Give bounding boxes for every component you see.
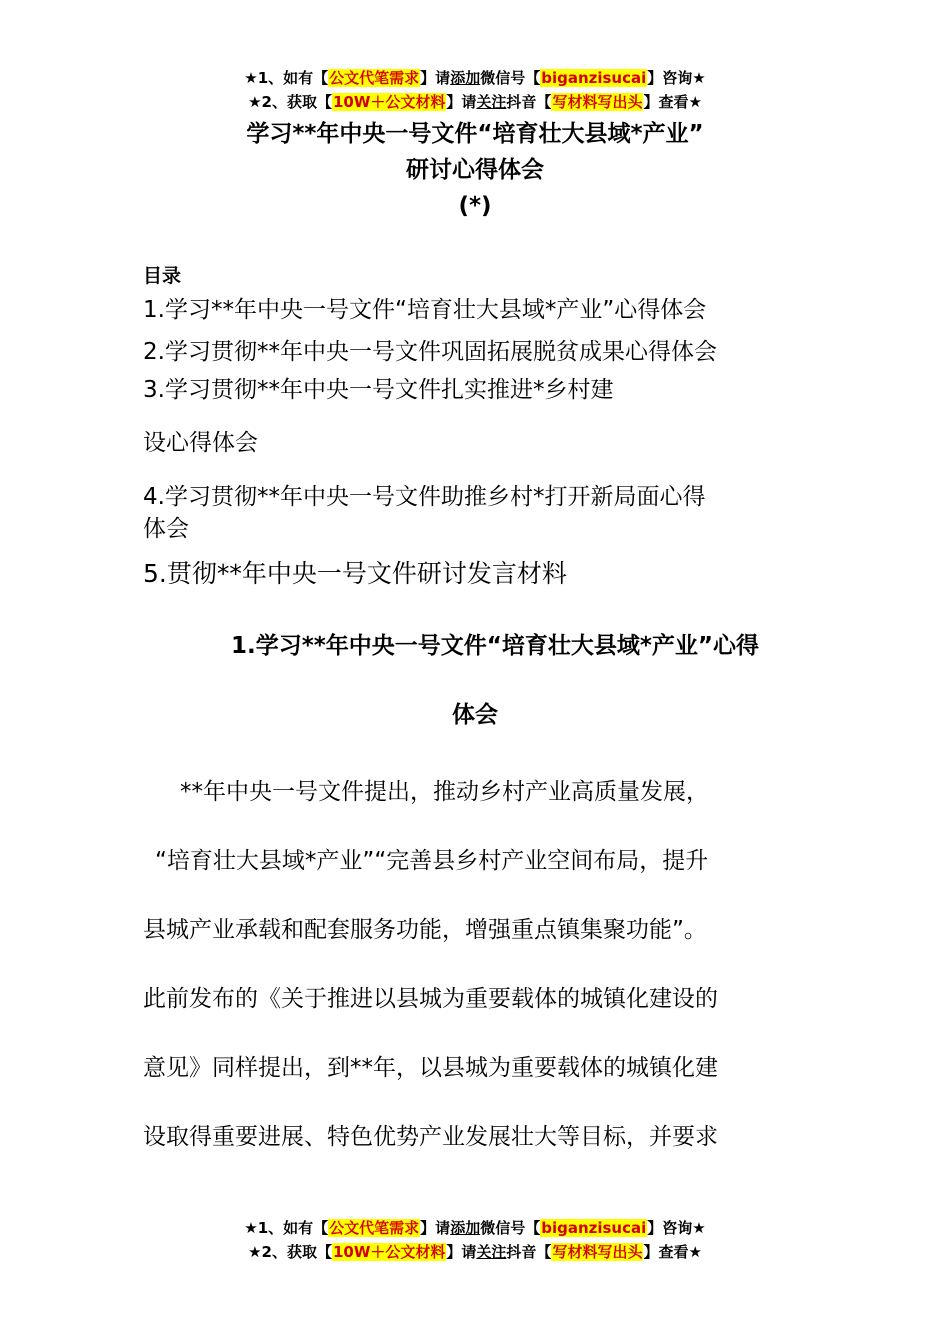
banner-text: 微信号【 (480, 69, 541, 87)
banner-highlight: 10W＋公文材料 (332, 1243, 446, 1261)
section-title: 体会 (452, 702, 498, 728)
banner-text: ★1、如有【 (244, 69, 329, 87)
toc-item: 体会 (143, 516, 189, 542)
banner-text: 】请 (420, 69, 451, 87)
banner-underline: 添加 (450, 69, 481, 87)
banner-underline: 关注 (476, 1243, 507, 1261)
banner-text: 】请 (446, 1243, 477, 1261)
banner-text: 】请 (420, 1219, 451, 1237)
title-line: 学习**年中央一号文件“培育壮大县域*产业” (246, 121, 704, 147)
banner-highlight: 公文代笔需求 (329, 1219, 420, 1237)
banner-text: ★2、获取【 (248, 1243, 332, 1261)
banner-text: 】查看★ (643, 1243, 702, 1261)
title-line: 研讨心得体会 (406, 157, 544, 183)
body-line: 设取得重要进展、特色优势产业发展壮大等目标，并要求 (143, 1124, 718, 1150)
document-title (0, 116, 950, 224)
footer-banner (0, 1216, 950, 1264)
title-line: (*) (458, 193, 492, 219)
banner-text: 抖音【 (506, 1243, 552, 1261)
banner-highlight: 10W＋公文材料 (332, 93, 446, 111)
banner-highlight: biganzisucai (541, 1219, 647, 1237)
banner-text: 抖音【 (506, 93, 552, 111)
header-banner (0, 66, 950, 114)
toc-item: 4.学习贯彻**年中央一号文件助推乡村*打开新局面心得 (143, 484, 706, 510)
body-line: 此前发布的《关于推进以县城为重要载体的城镇化建设的 (143, 986, 718, 1012)
banner-text: ★2、获取【 (248, 93, 332, 111)
banner-highlight: 写材料写出头 (552, 1243, 643, 1261)
body-line: 县城产业承载和配套服务功能，增强重点镇集聚功能”。 (143, 917, 707, 943)
banner-highlight: 公文代笔需求 (329, 69, 420, 87)
section-title: 1.学习**年中央一号文件“培育壮大县域*产业”心得 (230, 633, 760, 659)
banner-text: 】查看★ (643, 93, 702, 111)
body-line: “培育壮大县域*产业”“完善县乡村产业空间布局，提升 (155, 848, 709, 874)
banner-text: 】请 (446, 93, 477, 111)
banner-line-1 (0, 1216, 950, 1240)
toc-item: 3.学习贯彻**年中央一号文件扎实推进*乡村建 (143, 377, 614, 403)
banner-text: ★1、如有【 (244, 1219, 329, 1237)
banner-line-2 (0, 90, 950, 114)
banner-text: 微信号【 (480, 1219, 541, 1237)
banner-underline: 关注 (476, 93, 507, 111)
banner-line-2 (0, 1240, 950, 1264)
banner-underline: 添加 (450, 1219, 481, 1237)
banner-highlight: biganzisucai (541, 69, 647, 87)
toc-item: 2.学习贯彻**年中央一号文件巩固拓展脱贫成果心得体会 (143, 339, 717, 365)
toc-item: 5.贯彻**年中央一号文件研讨发言材料 (143, 559, 567, 588)
toc-heading: 目录 (143, 265, 182, 287)
banner-highlight: 写材料写出头 (552, 93, 643, 111)
toc-item: 设心得体会 (143, 430, 258, 456)
body-line: 意见》同样提出，到**年，以县城为重要载体的城镇化建 (143, 1055, 718, 1081)
body-line: **年中央一号文件提出，推动乡村产业高质量发展， (180, 779, 709, 805)
toc-item: 1.学习**年中央一号文件“培育壮大县域*产业”心得体会 (143, 297, 707, 323)
banner-line-1 (0, 66, 950, 90)
banner-text: 】咨询★ (647, 1219, 706, 1237)
banner-text: 】咨询★ (647, 69, 706, 87)
